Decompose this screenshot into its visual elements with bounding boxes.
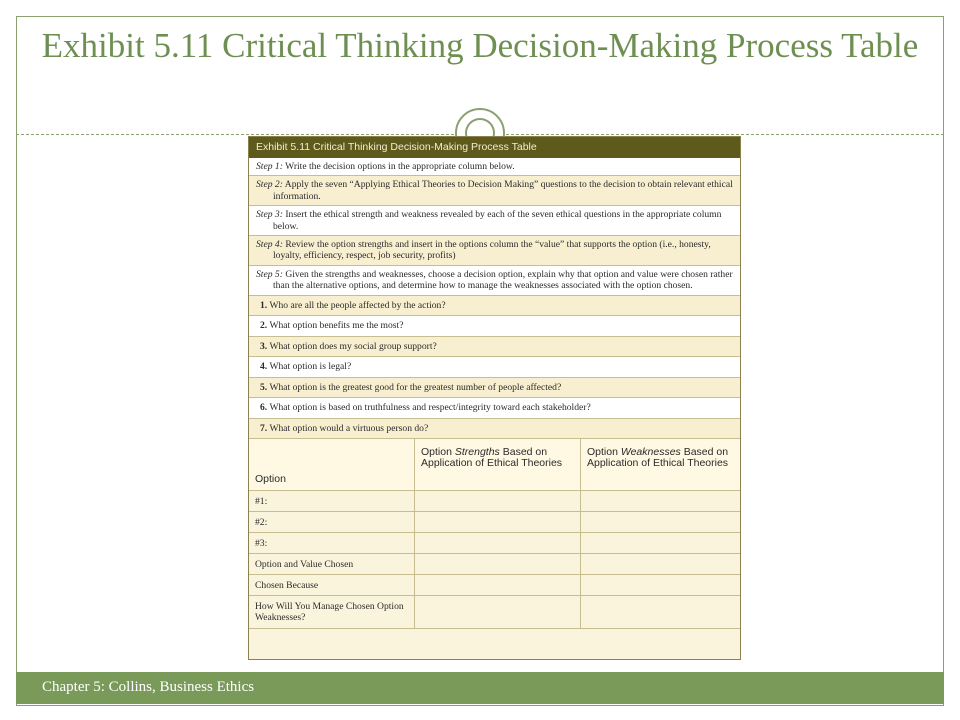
slide-title: Exhibit 5.11 Critical Thinking Decision-Making Process Table (41, 26, 919, 65)
step-label: Step 2: (256, 179, 283, 191)
step-text: Write the decision options in the appropriate column below. (285, 161, 515, 172)
question-1: 1. Who are all the people affected by the action? (249, 296, 740, 317)
col-header-weaknesses: Option Weaknesses Based on Application of Ethical Theories (581, 439, 740, 491)
row-label: #3: (249, 533, 415, 554)
step-text: Given the strengths and weaknesses, choose a decision option, explain why that option and value were chosen rather than the alternative options, and determine how to manage the weaknesses associated with the option chosen. (273, 268, 733, 292)
question-5: 5. What option is the greatest good for the greatest number of people affected? (249, 378, 740, 399)
step-2 (249, 176, 740, 206)
table-cell (415, 533, 581, 554)
step-text: Apply the seven “Applying Ethical Theories to Decision Making” questions to the decision to obtain relevant ethical information. (273, 179, 733, 202)
table-cell (415, 491, 581, 512)
exhibit-table-image (248, 136, 741, 660)
step-1 (249, 158, 740, 176)
step-label: Step 5: (256, 268, 283, 280)
col-header-option: Option (249, 439, 415, 491)
options-grid (249, 439, 740, 629)
question-3: 3. What option does my social group support? (249, 337, 740, 358)
question-2: 2. What option benefits me the most? (249, 316, 740, 337)
table-cell (415, 554, 581, 575)
row-label: #2: (249, 512, 415, 533)
step-3 (249, 206, 740, 236)
step-label: Step 3: (256, 209, 283, 221)
question-4: 4. What option is legal? (249, 357, 740, 378)
row-label: Chosen Because (249, 575, 415, 596)
step-5 (249, 266, 740, 296)
table-cell (581, 596, 740, 629)
table-cell (415, 575, 581, 596)
question-7: 7. What option would a virtuous person do? (249, 419, 740, 440)
row-label: Option and Value Chosen (249, 554, 415, 575)
step-label: Step 4: (256, 239, 283, 251)
step-text: Review the option strengths and insert in the options column the “value” that supports the option (i.e., honesty, loyalty, efficiency, respect, job security, profits) (273, 239, 711, 262)
table-cell (581, 533, 740, 554)
table-cell (415, 512, 581, 533)
step-4 (249, 236, 740, 266)
row-label: #1: (249, 491, 415, 512)
step-label: Step 1: (256, 161, 283, 172)
table-cell (581, 512, 740, 533)
footer-bar (16, 672, 944, 704)
col-header-strengths: Option Strengths Based on Application of Ethical Theories (415, 439, 581, 491)
footer-text: Chapter 5: Collins, Business Ethics (42, 679, 255, 695)
table-cell (581, 554, 740, 575)
exhibit-header: Exhibit 5.11 Critical Thinking Decision-Making Process Table (249, 137, 740, 158)
row-label: How Will You Manage Chosen Option Weaknesses? (249, 596, 415, 629)
step-text: Insert the ethical strength and weakness revealed by each of the seven ethical questions in the appropriate column below. (273, 209, 722, 232)
table-cell (415, 596, 581, 629)
table-cell (581, 491, 740, 512)
question-6: 6. What option is based on truthfulness and respect/integrity toward each stakeholder? (249, 398, 740, 419)
table-cell (581, 575, 740, 596)
